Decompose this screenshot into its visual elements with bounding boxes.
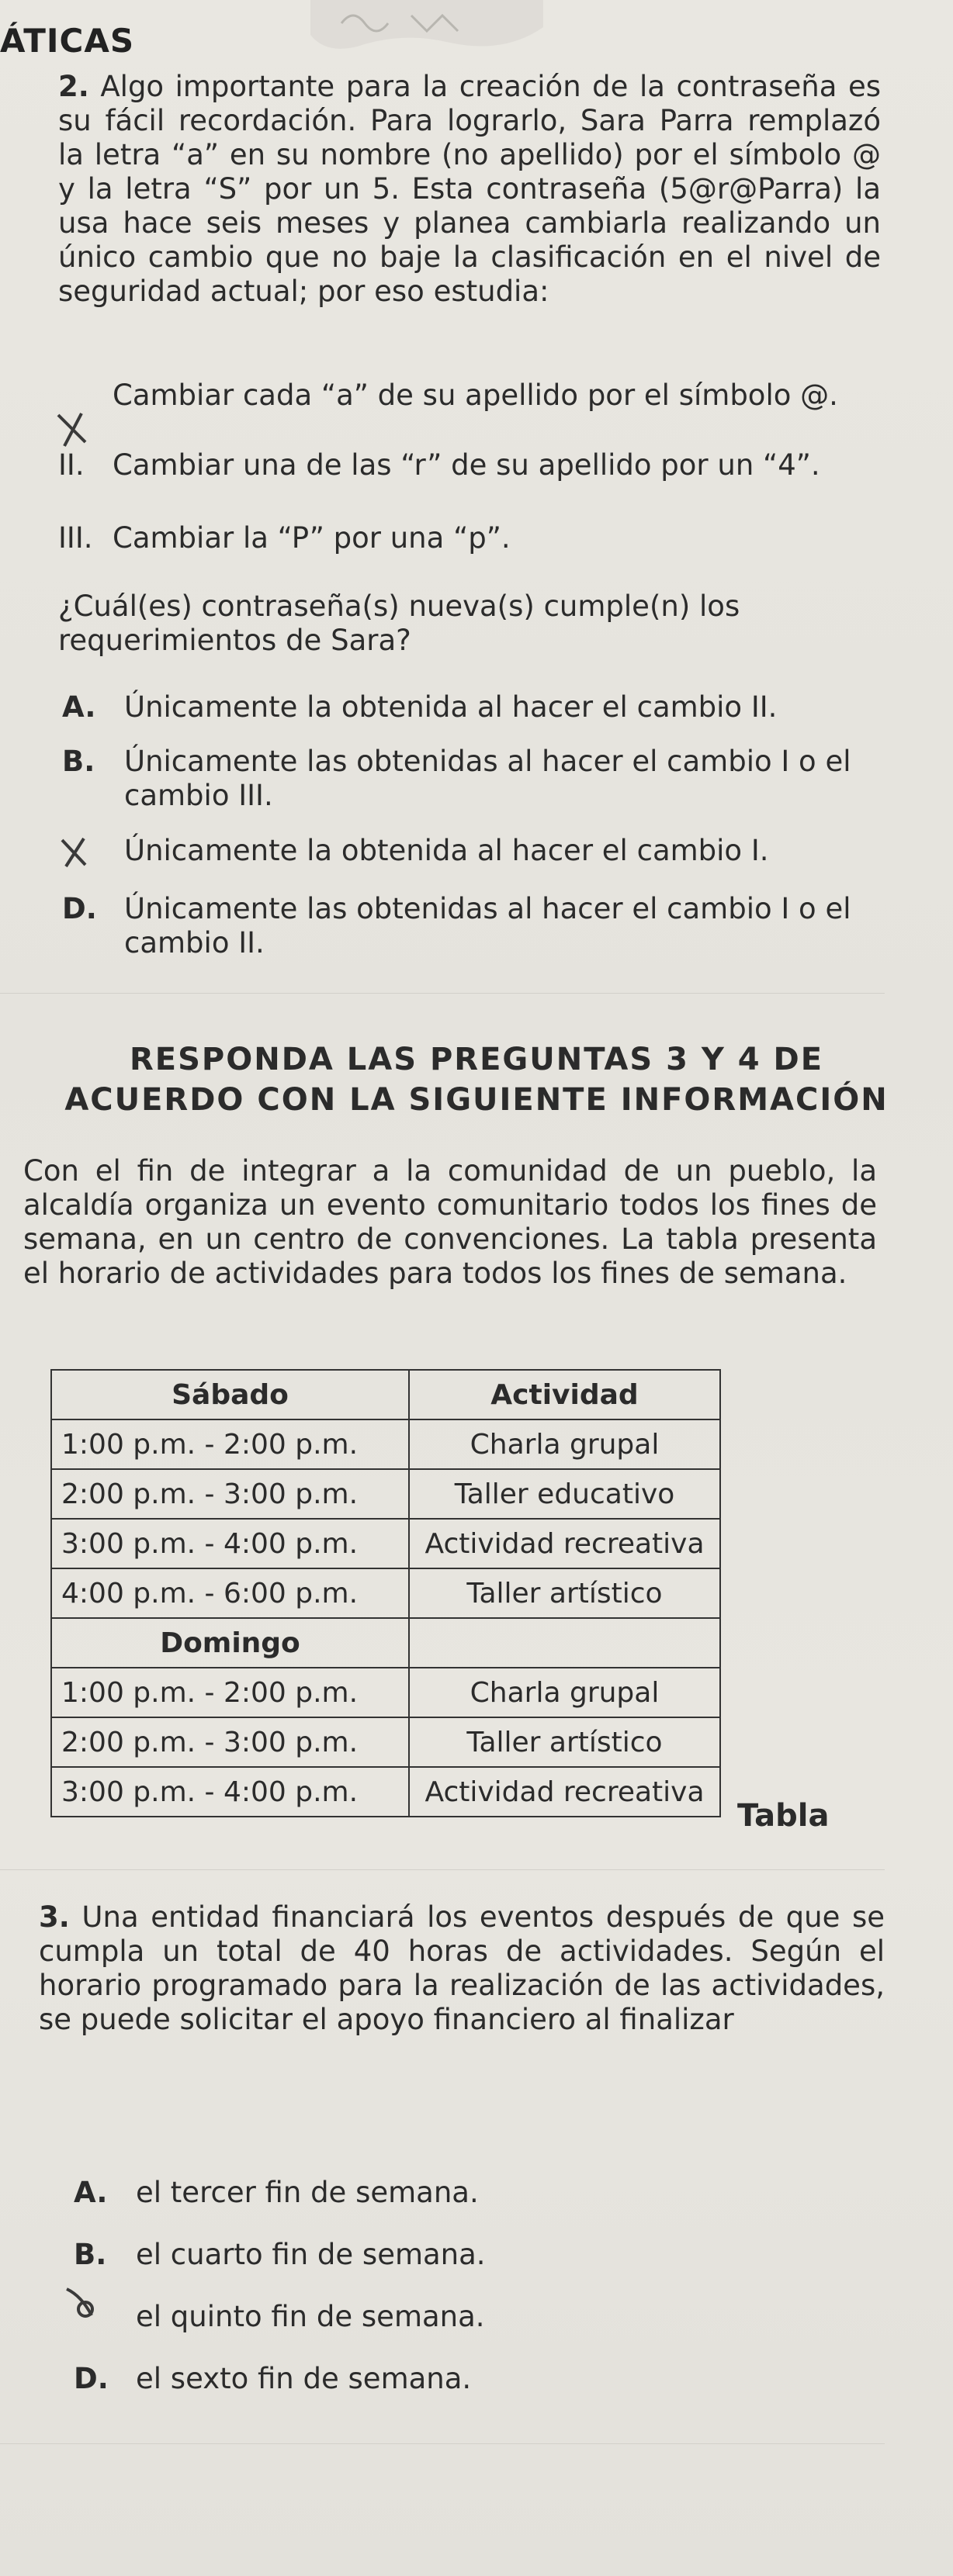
activity-cell: Charla grupal: [409, 1668, 720, 1717]
divider: [0, 1869, 885, 1870]
activity-cell: Taller artístico: [409, 1568, 720, 1618]
change-numeral: [58, 379, 113, 413]
option-letter: D.: [62, 892, 97, 925]
section-heading-line-2: ACUERDO CON LA SIGUIENTE INFORMACIÓN: [64, 1082, 889, 1118]
change-item: [58, 521, 865, 555]
change-item: [58, 448, 865, 482]
table-row: [51, 1469, 720, 1519]
column-header-day: Sábado: [51, 1370, 409, 1419]
activity-cell: Actividad recreativa: [409, 1519, 720, 1568]
day-label-cell: Domingo: [51, 1618, 409, 1668]
option-c[interactable]: [62, 834, 885, 868]
change-numeral: II.: [58, 448, 85, 482]
table-row: [51, 1717, 720, 1767]
activity-cell: Actividad recreativa: [409, 1767, 720, 1817]
activity-cell: Taller artístico: [409, 1717, 720, 1767]
question-3-text: [39, 1900, 885, 2037]
time-cell: 2:00 p.m. - 3:00 p.m.: [51, 1717, 409, 1767]
change-text: Cambiar una de las “r” de su apellido por un “4”.: [113, 448, 820, 482]
option-letter: B.: [74, 2238, 107, 2271]
schedule-table: [50, 1369, 721, 1817]
time-cell: 3:00 p.m. - 4:00 p.m.: [51, 1519, 409, 1568]
option-d[interactable]: [62, 892, 885, 960]
option-letter: B.: [62, 745, 95, 778]
time-cell: 4:00 p.m. - 6:00 p.m.: [51, 1568, 409, 1618]
option-text: el cuarto fin de semana.: [136, 2238, 486, 2271]
table-row: [51, 1568, 720, 1618]
decorative-banner-icon: [310, 0, 543, 62]
change-text: Cambiar la “P” por una “p”.: [113, 521, 511, 555]
option-letter: [62, 834, 124, 868]
option-letter: [74, 2300, 136, 2334]
table-row: [51, 1419, 720, 1469]
option-a[interactable]: [74, 2176, 479, 2210]
divider: [0, 993, 885, 994]
time-cell: 2:00 p.m. - 3:00 p.m.: [51, 1469, 409, 1519]
pencil-mark-icon: [50, 407, 97, 454]
question-body: Una entidad financiará los eventos después de que se cumpla un total de 40 horas de actividades. Según el horario programado para la realización de las actividades, se puede solicitar el apoyo financiero al finalizar: [39, 1900, 885, 2036]
option-a[interactable]: [62, 690, 885, 724]
option-b[interactable]: [62, 745, 885, 813]
table-header-row: [51, 1370, 720, 1419]
question-number: 3.: [39, 1900, 70, 1934]
option-text: Únicamente las obtenidas al hacer el cambio I o el cambio III.: [124, 745, 851, 812]
change-numeral: III.: [58, 521, 93, 555]
section-intro: Con el fin de integrar a la comunidad de un pueblo, la alcaldía organiza un evento comunitario todos los fines de semana, en un centro de convenciones. La tabla presenta el horario de actividades para todos los fines de semana.: [23, 1154, 877, 1290]
option-text: Únicamente las obtenidas al hacer el cambio I o el cambio II.: [124, 892, 851, 960]
option-text: Únicamente la obtenida al hacer el cambio I.: [124, 834, 769, 867]
question-2-prompt: ¿Cuál(es) contraseña(s) nueva(s) cumple(n) los requerimientos de Sara?: [58, 590, 740, 657]
option-d[interactable]: [74, 2362, 471, 2396]
section-heading-line-1: RESPONDA LAS PREGUNTAS 3 Y 4 DE: [129, 1042, 824, 1077]
question-2-text: [58, 70, 881, 309]
option-letter: A.: [74, 2176, 108, 2209]
time-cell: 3:00 p.m. - 4:00 p.m.: [51, 1767, 409, 1817]
option-text: el sexto fin de semana.: [136, 2362, 472, 2395]
activity-cell: Charla grupal: [409, 1419, 720, 1469]
activity-cell: [409, 1618, 720, 1668]
option-c[interactable]: [74, 2300, 485, 2334]
question-body: Algo importante para la creación de la contraseña es su fácil recordación. Para lograrlo, Sara Parra remplazó la letra “a” en su nombre (no apellido) por el símbolo @ y la letra “S” por un 5. Esta contraseña (5@r@Parra) la usa hace seis meses y planea cambiarla realizando un único cambio que no baje la clasificación en el nivel de seguridad actual; por eso estudia:: [58, 70, 882, 308]
time-cell: 1:00 p.m. - 2:00 p.m.: [51, 1419, 409, 1469]
column-header-activity: Actividad: [409, 1370, 720, 1419]
page-header: ÁTICAS: [0, 22, 135, 60]
option-text: el quinto fin de semana.: [136, 2300, 485, 2333]
divider: [0, 2443, 885, 2444]
option-text: Únicamente la obtenida al hacer el cambio II.: [124, 690, 778, 724]
option-letter: A.: [62, 690, 96, 724]
change-item: [58, 379, 865, 413]
option-letter: D.: [74, 2362, 109, 2395]
table-row: [51, 1519, 720, 1568]
table-caption: Tabla: [737, 1798, 830, 1834]
table-row: [51, 1767, 720, 1817]
table-row: [51, 1668, 720, 1717]
question-number: 2.: [58, 70, 89, 103]
activity-cell: Taller educativo: [409, 1469, 720, 1519]
table-row-sunday-label: [51, 1618, 720, 1668]
change-text: Cambiar cada “a” de su apellido por el símbolo @.: [113, 379, 838, 412]
time-cell: 1:00 p.m. - 2:00 p.m.: [51, 1668, 409, 1717]
option-b[interactable]: [74, 2238, 486, 2272]
option-text: el tercer fin de semana.: [136, 2176, 479, 2209]
